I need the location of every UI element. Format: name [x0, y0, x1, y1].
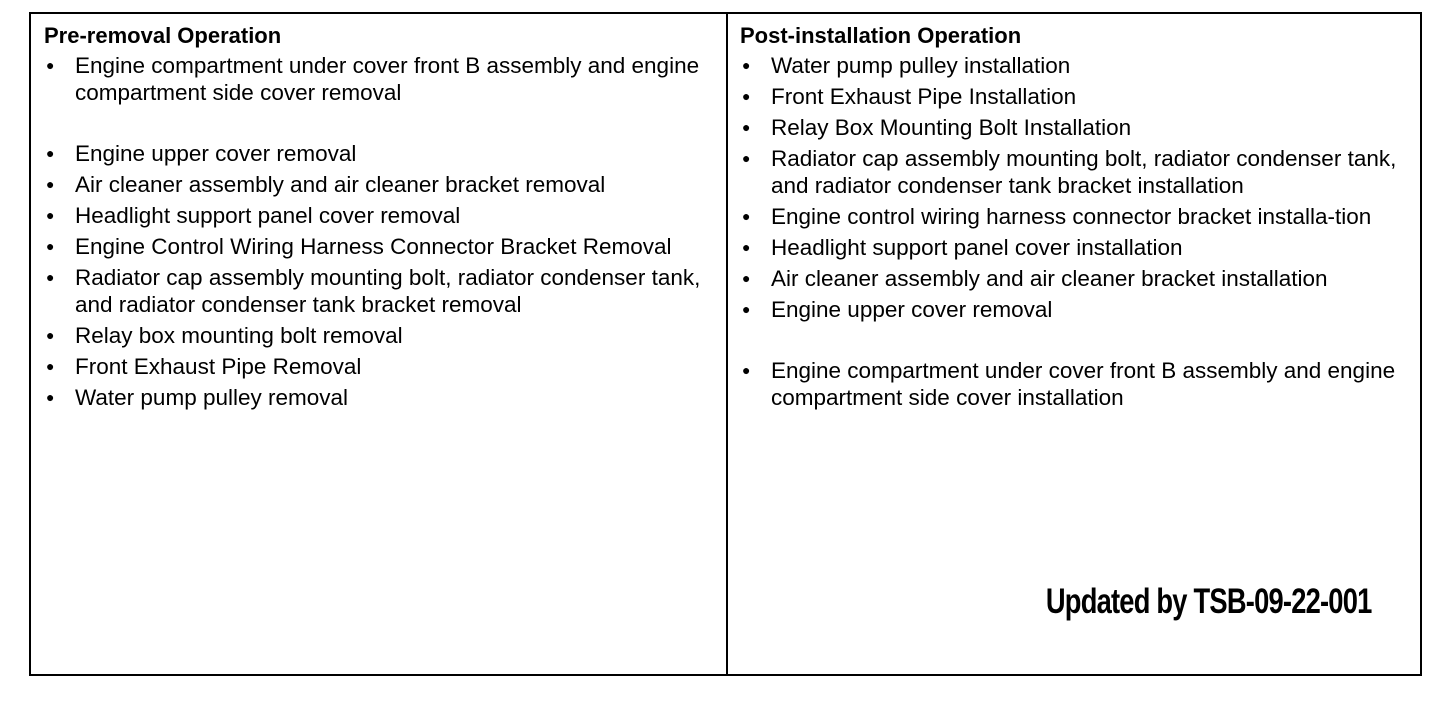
- list-item-text: Relay box mounting bolt removal: [75, 323, 403, 348]
- bullet-icon: ●: [742, 208, 751, 224]
- bullet-icon: ●: [742, 239, 751, 255]
- post-installation-column: [728, 14, 1420, 674]
- list-item: [44, 384, 716, 411]
- list-item: [44, 322, 716, 349]
- post-installation-list: [740, 52, 1410, 411]
- bullet-icon: ●: [46, 207, 55, 223]
- list-item-text: Front Exhaust Pipe Removal: [75, 354, 362, 379]
- list-item: [740, 234, 1410, 261]
- bullet-icon: ●: [46, 145, 55, 161]
- list-item: [44, 353, 716, 380]
- list-item-text: Radiator cap assembly mounting bolt, radiator condenser tank, and radiator condenser tank bracket installation: [771, 146, 1397, 198]
- list-item: [740, 83, 1410, 110]
- list-item: [44, 233, 716, 260]
- list-item: [740, 145, 1410, 199]
- list-item: [740, 265, 1410, 292]
- list-item-text: Engine upper cover removal: [75, 141, 357, 166]
- list-item-text: Radiator cap assembly mounting bolt, radiator condenser tank, and radiator condenser tank bracket removal: [75, 265, 701, 317]
- bullet-icon: ●: [742, 57, 751, 73]
- list-item-text: Engine control wiring harness connector bracket installa-tion: [771, 204, 1372, 229]
- list-item: [740, 203, 1410, 230]
- list-item-text: Water pump pulley removal: [75, 385, 349, 410]
- bullet-icon: ●: [742, 301, 751, 317]
- pre-removal-heading: Pre-removal Operation: [44, 23, 282, 48]
- bullet-icon: ●: [742, 270, 751, 286]
- bullet-icon: ●: [46, 327, 55, 343]
- pre-removal-list: [44, 52, 716, 411]
- list-item-text: Engine Control Wiring Harness Connector Bracket Removal: [75, 234, 672, 259]
- bullet-icon: ●: [742, 119, 751, 135]
- list-item: [740, 296, 1410, 323]
- pre-removal-column: [31, 14, 728, 674]
- list-item: [44, 52, 716, 106]
- list-item-text: Headlight support panel cover installation: [771, 235, 1183, 260]
- bullet-icon: ●: [46, 358, 55, 374]
- list-item: [740, 52, 1410, 79]
- bullet-icon: ●: [742, 88, 751, 104]
- list-item-text: Air cleaner assembly and air cleaner bracket removal: [75, 172, 606, 197]
- list-item-text: Air cleaner assembly and air cleaner bracket installation: [771, 266, 1328, 291]
- list-item: [44, 202, 716, 229]
- list-item-text: Engine compartment under cover front B assembly and engine compartment side cover removal: [75, 53, 700, 105]
- bullet-icon: ●: [46, 176, 55, 192]
- list-item-text: Front Exhaust Pipe Installation: [771, 84, 1077, 109]
- bullet-icon: ●: [46, 238, 55, 254]
- list-item: [44, 140, 716, 167]
- list-item-text: Headlight support panel cover removal: [75, 203, 461, 228]
- bullet-icon: ●: [742, 150, 751, 166]
- bullet-icon: ●: [46, 389, 55, 405]
- list-item-text: Engine compartment under cover front B assembly and engine compartment side cover installation: [771, 358, 1396, 410]
- list-item: [44, 264, 716, 318]
- tsb-update-stamp: Updated by TSB-09-22-001: [1046, 582, 1372, 621]
- list-item-text: Water pump pulley installation: [771, 53, 1071, 78]
- bullet-icon: ●: [46, 57, 55, 73]
- list-item: [740, 357, 1410, 411]
- post-installation-heading: Post-installation Operation: [740, 23, 1022, 48]
- operations-table: [29, 12, 1422, 676]
- list-item-text: Engine upper cover removal: [771, 297, 1053, 322]
- bullet-icon: ●: [46, 269, 55, 285]
- list-item: [44, 171, 716, 198]
- list-item-text: Relay Box Mounting Bolt Installation: [771, 115, 1132, 140]
- list-item: [740, 114, 1410, 141]
- bullet-icon: ●: [742, 362, 751, 378]
